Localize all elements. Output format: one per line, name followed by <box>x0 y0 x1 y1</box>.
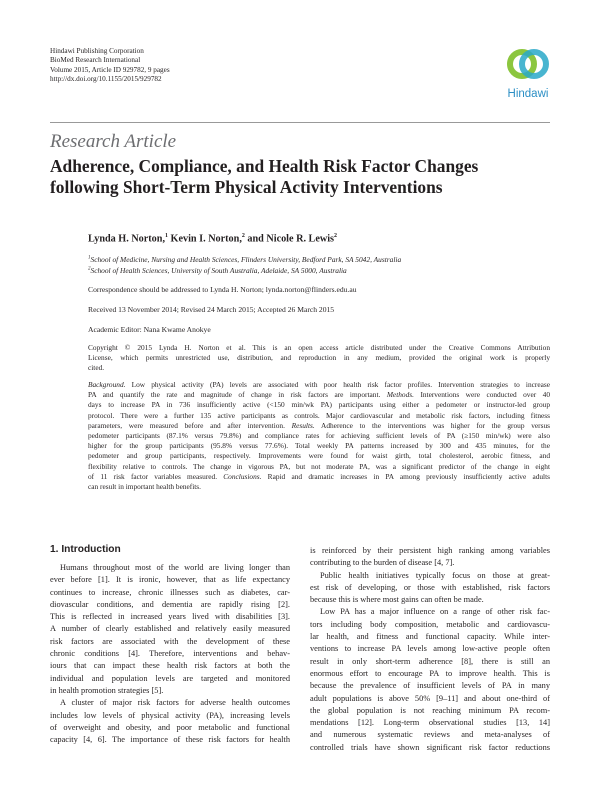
doi-link[interactable]: http://dx.doi.org/10.1155/2015/929782 <box>50 75 162 84</box>
publisher-name: Hindawi Publishing Corporation <box>50 47 144 55</box>
body-text-line: ventions to increase PA levels among low-active people often <box>310 644 550 654</box>
author-affiliation-mark: 1 <box>165 233 168 239</box>
article-title <box>50 156 550 198</box>
author-list <box>88 233 337 244</box>
volume-info: Volume 2015, Article ID 929782, 9 pages <box>50 65 170 74</box>
body-text-line: lar health, and fitness and functional capacity. While inter- <box>310 632 550 642</box>
body-text-line: enormous effort to encourage PA to improve health. This is <box>310 668 550 678</box>
body-text-line: Public health initiatives typically focus on those at great- <box>320 570 550 580</box>
author-name: and Nicole R. Lewis <box>247 233 334 245</box>
abstract-label: Methods. <box>386 390 414 400</box>
body-text-line: is reinforced by their persistent high ranking among variables <box>310 546 550 555</box>
abstract-label: Results. <box>291 420 315 430</box>
abstract-line: can result in important health benefits. <box>88 482 201 492</box>
abstract-line: flexibility relative to controls. The change in vigorous PA, but not moderate PA, was a significant predictor of the change in eight <box>88 461 550 471</box>
body-text-line: Humans throughout most of the world are living longer than <box>60 563 290 572</box>
body-text-line: ever before [1]. It is ironic, however, that as life expectancy <box>50 575 290 585</box>
body-text-line: controlled trials have shown significant risk factor reductions <box>310 742 550 752</box>
body-text-line: A cluster of major risk factors for adverse health outcomes <box>60 698 290 708</box>
body-text-line: and numerous systematic reviews and meta-analyses of <box>310 730 550 740</box>
header-divider <box>50 122 550 123</box>
abstract-line: higher for the group participants (95.8% versus 77.6%). Total weekly PA patterns increased by 300 and 435 minutes, for the <box>88 441 550 451</box>
body-text-line: the global population is not reaching minimum PA recom- <box>310 705 550 715</box>
section-heading: 1. Introduction <box>50 544 121 555</box>
hindawi-logo-icon <box>498 44 558 88</box>
correspondence: Correspondence should be addressed to Lynda H. Norton; lynda.norton@flinders.edu.au <box>88 285 357 294</box>
abstract-line: pedometer and group participants, respectively. Improvements were found for waist girth, total cholesterol, aerobic fitness, and <box>88 451 550 461</box>
academic-editor: Academic Editor: Nana Kwame Anokye <box>88 325 211 334</box>
body-text-line: contributing to the burden of disease [4, 7]. <box>310 558 455 568</box>
logo-text: Hindawi <box>507 88 549 100</box>
abstract-line: PA and quantify the rate and magnitude of change in risk factors are important. Methods. Interventions were conducted over 40 <box>88 390 550 400</box>
title-line: following Short-Term Physical Activity Interventions <box>50 177 443 197</box>
body-column-left <box>50 562 290 746</box>
body-text-line: est risk of developing, or those with established, risk factors <box>310 582 550 592</box>
body-text-line: chronic conditions [4]. Therefore, interventions and behav- <box>50 649 290 659</box>
affiliation: $^2$School of Health Sciences, University of South Australia, Adelaide, SA 5000, Australia <box>88 266 347 275</box>
body-text-line: risk factors are associated with the development of these <box>50 636 290 646</box>
body-text-line: A number of clearly established and relatively easily measured <box>50 624 290 634</box>
body-text-line: tors including body composition, metabolic and cardiovascu- <box>310 619 550 629</box>
body-text-line: individual and population levels are targeted and monitored <box>50 673 290 683</box>
abstract-line: protocol. There were a further 135 active participants as controls. Major cardiovascular and metabolic risk factors, including fitness <box>88 410 550 420</box>
body-text-line: of overweight and obesity, and poor metabolic and functional <box>50 722 290 732</box>
copyright-notice: Copyright © 2015 Lynda H. Norton et al. This is an open access article distributed under the Creative Commons Attribution License, which permits unrestricted use, distribution, and reproduction in any medium, provided the original work is properly cited. <box>88 343 550 373</box>
abstract-line: days to increase PA in 736 insufficiently active (<150 min/wk PA) participants using either a pedometer or instructor-led group <box>88 400 550 410</box>
body-text-line: because this is where most gains can often be made. <box>310 595 484 605</box>
body-text-line: This is reflected in increased years lived with disabilities [3]. <box>50 612 290 622</box>
body-text-line: because the prevalence of insufficient levels of PA in many <box>310 681 550 691</box>
body-text-line: mendations [12]. Long-term observational studies [13, 14] <box>310 718 550 728</box>
body-text-line: includes low levels of physical activity (PA), increasing levels <box>50 710 290 720</box>
body-text-line: in health promotion strategies [5]. <box>50 685 164 695</box>
article-type: Research Article <box>50 131 177 152</box>
abstract-line: parameters, were measured before and after intervention. Results. Adherence to the interventions was higher for the group versus <box>88 420 550 430</box>
affiliation: $^1$School of Medicine, Nursing and Health Sciences, Flinders University, Bedford Park, SA 5042, Australia <box>88 255 402 264</box>
body-text-line: capacity [4, 6]. The importance of these risk factors for health <box>50 735 290 745</box>
hindawi-logo <box>498 44 558 106</box>
abstract-label: Background. <box>88 380 126 389</box>
author-name: Kevin I. Norton, <box>170 233 242 245</box>
body-text-line: continues to increase, chronic illnesses such as diabetes, car- <box>50 587 290 597</box>
publication-info <box>50 47 170 85</box>
body-column-right <box>310 545 550 754</box>
abstract <box>88 380 550 492</box>
abstract-line: Background. Low physical activity (PA) levels are associated with poor health risk factor profiles. Intervention strategies to increase <box>88 380 550 389</box>
author-affiliation-mark: 2 <box>334 233 337 239</box>
body-text-line: iours that can impact these health risk factors at both the <box>50 661 290 671</box>
received-dates: Received 13 November 2014; Revised 24 March 2015; Accepted 26 March 2015 <box>88 305 335 314</box>
body-text-line: Low PA has a major influence on a range of other risk fac- <box>320 607 550 617</box>
author-affiliation-mark: 2 <box>241 233 245 239</box>
body-text-line: adult populations is above 50% [9–11] and about one-third of <box>310 693 550 703</box>
abstract-line: pedometer participants (87.1% versus 79.8%) and compliance rates for achieving sufficient levels of PA (≥150 min/wk) were also <box>88 431 550 441</box>
abstract-line: of 11 risk factor variables measured. Conclusions. Rapid and dramatic increases in PA among previously insufficiently active adults <box>88 471 550 481</box>
author-name: Lynda H. Norton, <box>88 233 165 245</box>
title-line: Adherence, Compliance, and Health Risk Factor Changes <box>50 156 479 176</box>
body-text-line: result in only short-term adherence [8], there is still an <box>310 656 550 666</box>
body-text-line: diovascular conditions, and dementia are rapidly rising [2]. <box>50 599 290 609</box>
abstract-label: Conclusions. <box>223 471 262 481</box>
journal-name: BioMed Research International <box>50 56 141 65</box>
